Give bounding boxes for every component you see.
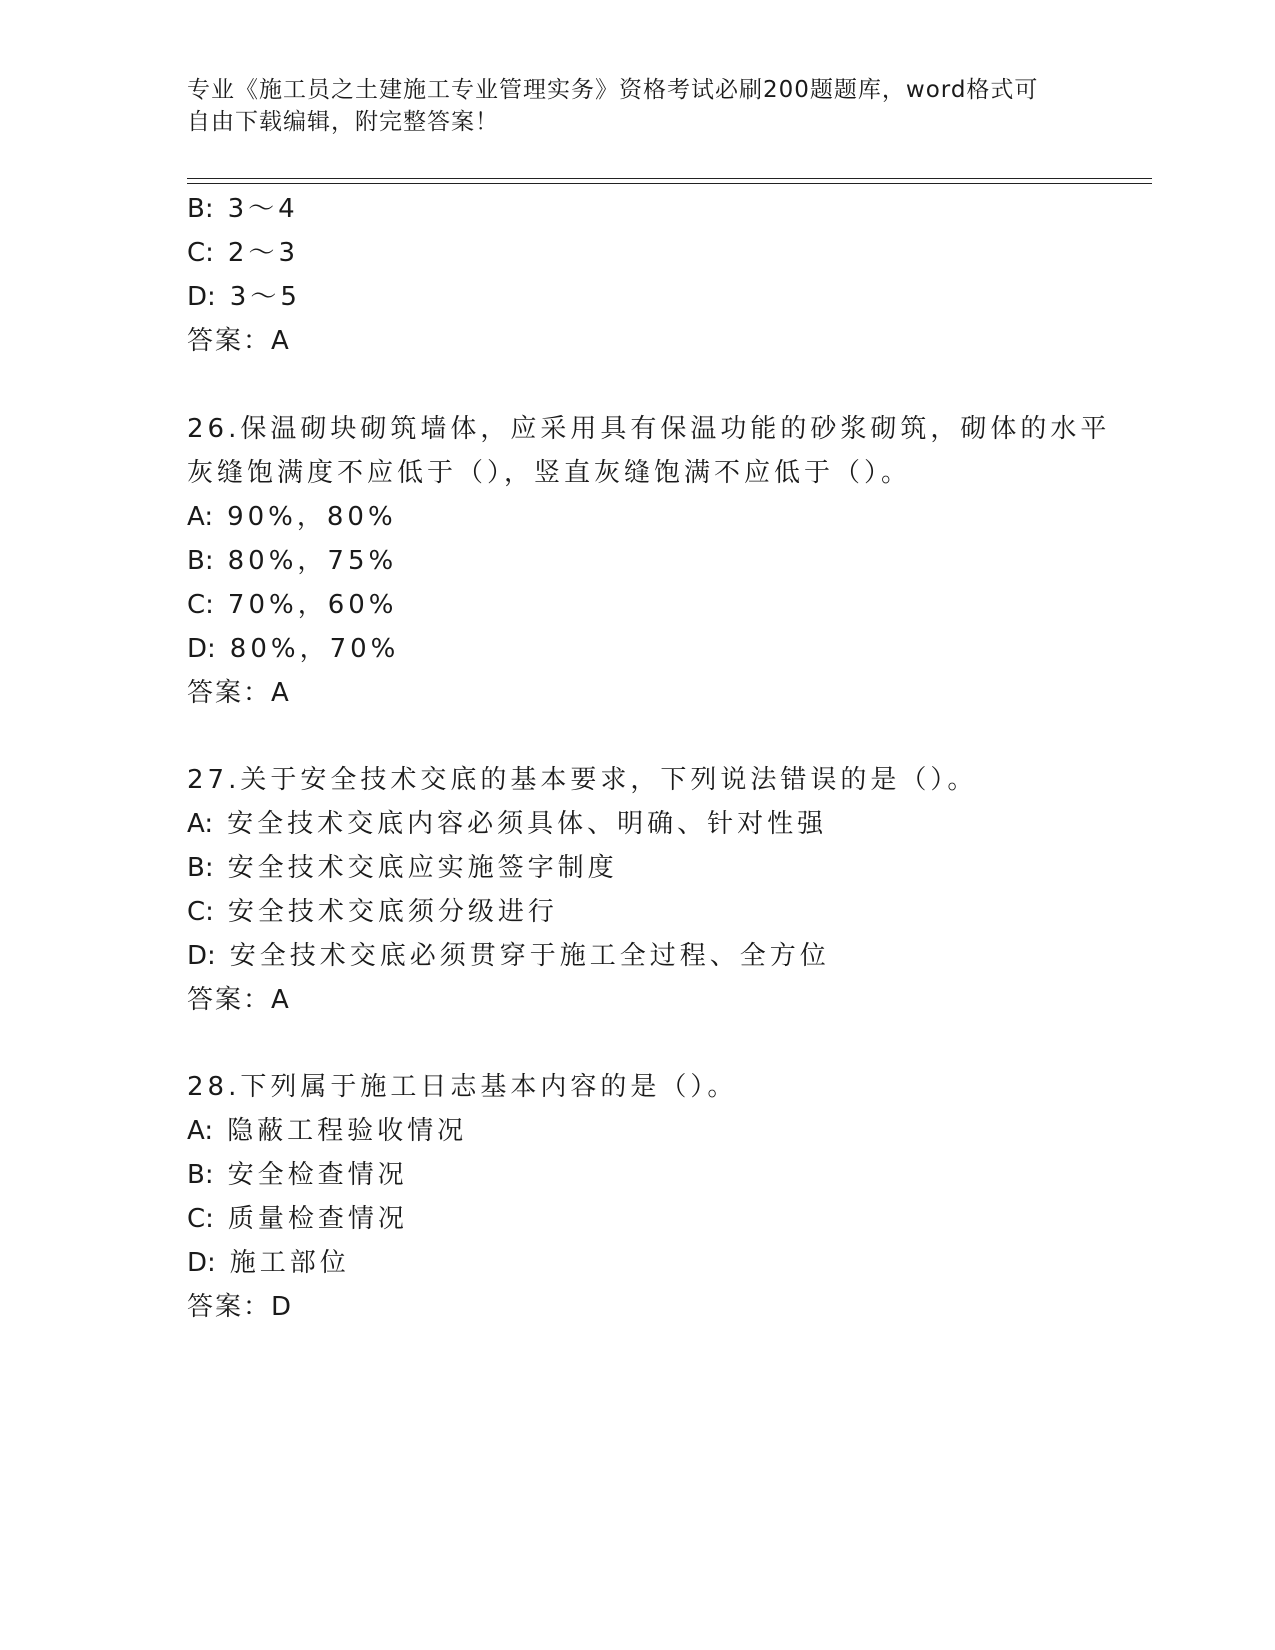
option-letter: D: (187, 1248, 216, 1278)
option-letter: B: (187, 194, 214, 224)
q27-option-c (187, 895, 558, 929)
q27-option-a (187, 807, 827, 841)
option-text: 安全检查情况 (227, 1160, 408, 1190)
q27-option-d (187, 939, 830, 973)
option-letter: C: (187, 590, 214, 620)
q26-option-a (187, 500, 397, 534)
q26-option-b (187, 544, 397, 578)
q28-option-c (187, 1202, 408, 1236)
q27-text-line-1: 27.关于安全技术交底的基本要求，下列说法错误的是（）。 (187, 765, 978, 795)
header-line-1: 专业《施工员之土建施工专业管理实务》资格考试必刷200题题库，word格式可 (187, 77, 1039, 103)
option-letter: C: (187, 897, 214, 927)
header-divider-top (187, 178, 1152, 179)
option-letter: B: (187, 853, 214, 883)
option-text: 70%，60% (227, 590, 398, 620)
q28-option-d (187, 1246, 350, 1280)
option-letter: D: (187, 634, 216, 664)
header-line-2: 自由下载编辑，附完整答案！ (187, 109, 499, 135)
option-letter: A: (187, 809, 214, 839)
option-text: 安全技术交底应实施签字制度 (227, 853, 618, 883)
option-letter: A: (187, 1116, 214, 1146)
option-text: 安全技术交底必须贯穿于施工全过程、全方位 (229, 941, 830, 971)
q25-option-b (187, 192, 299, 226)
option-letter: D: (187, 282, 216, 312)
q25-answer: 答案：A (187, 326, 291, 356)
q28-option-b (187, 1158, 408, 1192)
option-text: 3～5 (229, 282, 301, 312)
q25-option-d (187, 280, 301, 314)
option-text: 隐蔽工程验收情况 (227, 1116, 468, 1146)
option-letter: B: (187, 1160, 214, 1190)
option-text: 80%，70% (229, 634, 400, 664)
option-text: 质量检查情况 (227, 1204, 408, 1234)
q28-answer: 答案：D (187, 1292, 294, 1322)
option-text: 安全技术交底内容必须具体、明确、针对性强 (227, 809, 828, 839)
q27-option-b (187, 851, 618, 885)
option-text: 安全技术交底须分级进行 (227, 897, 558, 927)
q26-answer: 答案：A (187, 678, 291, 708)
option-letter: C: (187, 1204, 214, 1234)
option-letter: D: (187, 941, 216, 971)
q27-answer: 答案：A (187, 985, 291, 1015)
option-letter: C: (187, 238, 214, 268)
option-letter: B: (187, 546, 214, 576)
q25-option-c (187, 236, 299, 270)
q26-text-line-1: 26.保温砌块砌筑墙体，应采用具有保温功能的砂浆砌筑，砌体的水平 (187, 414, 1111, 444)
option-text: 80%，75% (227, 546, 398, 576)
q26-option-d (187, 632, 399, 666)
document-header (187, 74, 1067, 138)
header-divider-bottom (187, 183, 1152, 184)
option-text: 90%，80% (227, 502, 397, 532)
q26-option-c (187, 588, 398, 622)
q26-text-line-2: 灰缝饱满度不应低于（），竖直灰缝饱满不应低于（）。 (187, 458, 912, 488)
option-text: 施工部位 (229, 1248, 350, 1278)
q28-option-a (187, 1114, 467, 1148)
option-letter: A: (187, 502, 214, 532)
option-text: 3～4 (227, 194, 299, 224)
option-text: 2～3 (227, 238, 300, 268)
q28-text-line-1: 28.下列属于施工日志基本内容的是（）。 (187, 1072, 738, 1102)
